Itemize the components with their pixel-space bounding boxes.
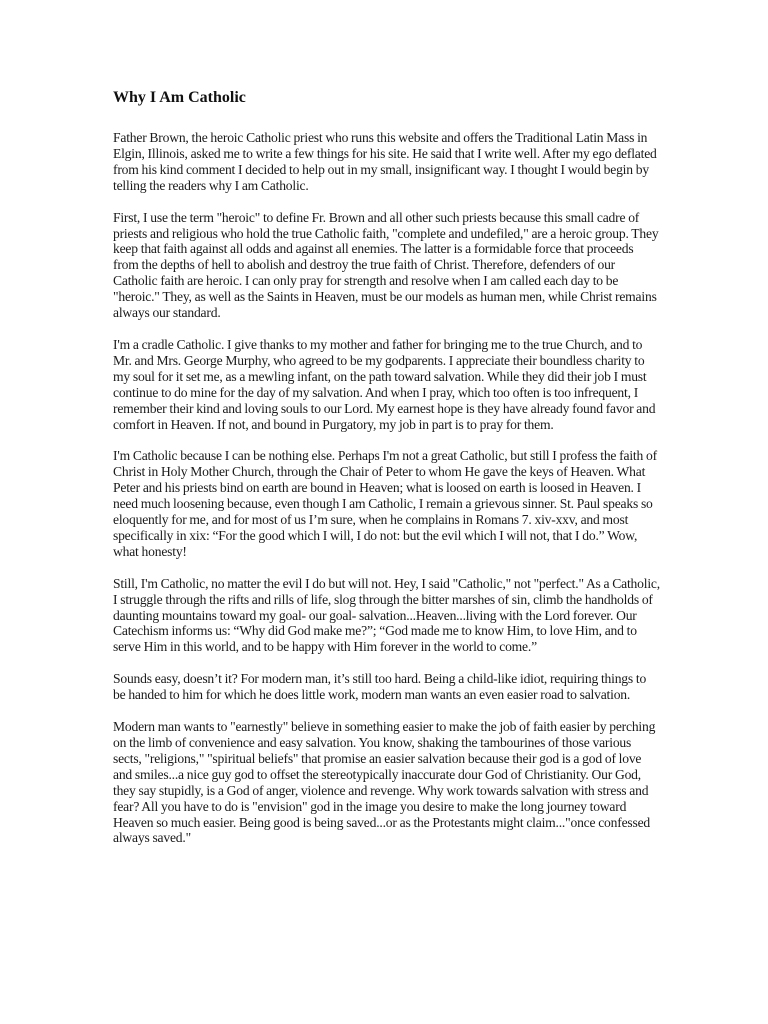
paragraph-4: I'm Catholic because I can be nothing else. Perhaps I'm not a great Catholic, but still I profess the faith of Christ in Holy Mother Church, through the Chair of Peter to whom He gave the keys of Heaven. What Peter and his priests bind on earth are bound in Heaven; what is loosed on earth is loosed in Heaven. I need much loosening because, even though I am Catholic, I remain a grievous sinner. St. Paul speaks so eloquently for me, and for most of us I’m sure, when he complains in Romans 7. xiv-xxv, and most specifically in xix: “For the good which I will, I do not: but the evil which I will not, that I do.” Wow, what honesty! [113, 448, 657, 559]
paragraph-1: Father Brown, the heroic Catholic priest who runs this website and offers the Traditional Latin Mass in Elgin, Illinois, asked me to write a few things for his site. He said that I write well. After my ego deflated from his kind comment I decided to help out in my small, insignificant way. I thought I would begin by telling the readers why I am Catholic. [113, 130, 657, 193]
paragraph-7: Modern man wants to "earnestly" believe in something easier to make the job of faith easier by perching on the limb of convenience and easy salvation. You know, shaking the tambourines of those various sects, "religions," "spiritual beliefs" that promise an easier salvation because their god is a god of love and smiles...a nice guy god to offset the stereotypically inaccurate dour God of Christianity. Our God, they say stupidly, is a God of anger, violence and revenge. Why work towards salvation with stress and fear? All you have to do is "envision" god in the image you desire to make the long journey toward Heaven so much easier. Being good is being saved...or as the Protestants might claim..."once confessed always saved." [113, 719, 656, 846]
paragraph-6: Sounds easy, doesn’t it? For modern man, it’s still too hard. Being a child-like idiot, requiring things to be handed to him for which he does little work, modern man wants an even easier road to salvation. [113, 671, 647, 703]
paragraph-5: Still, I'm Catholic, no matter the evil I do but will not. Hey, I said "Catholic," not "perfect." As a Catholic, I struggle through the rifts and rills of life, slog through the bitter marshes of sin, climb the handholds of daunting mountains toward my goal- our goal- salvation...Heaven...living with the Lord forever. Our Catechism informs us: “Why did God make me?”; “God made me to know Him, to love Him, and to serve Him in this world, and to be happy with Him forever in the world to come.” [113, 575, 660, 655]
paragraph-2: First, I use the term "heroic" to define Fr. Brown and all other such priests because this small cadre of priests and religious who hold the true Catholic faith, "complete and undefiled," are a heroic group. They keep that faith against all odds and against all enemies. The latter is a formidable force that proceeds from the depths of hell to abolish and destroy the true faith of Christ. Therefore, defenders of our Catholic faith are heroic. I can only pray for strength and resolve when I am called each day to be "heroic." They, as well as the Saints in Heaven, must be our models as human men, while Christ remains always our standard. [113, 209, 659, 321]
document-page [113, 88, 661, 862]
paragraph-3: I'm a cradle Catholic. I give thanks to my mother and father for bringing me to the true Church, and to Mr. and Mrs. George Murphy, who agreed to be my godparents. I appreciate their boundless charity to my soul for it set me, as a mewling infant, on the path toward salvation. While they did their job I must continue to do mine for the day of my salvation. And when I pray, which too often is too infrequent, I remember their kind and loving souls to our Lord. My earnest hope is they have already found favor and comfort in Heaven. If not, and bound in Purgatory, my job in part is to pray for them. [113, 336, 656, 432]
document-title: Why I Am Catholic [113, 89, 246, 106]
